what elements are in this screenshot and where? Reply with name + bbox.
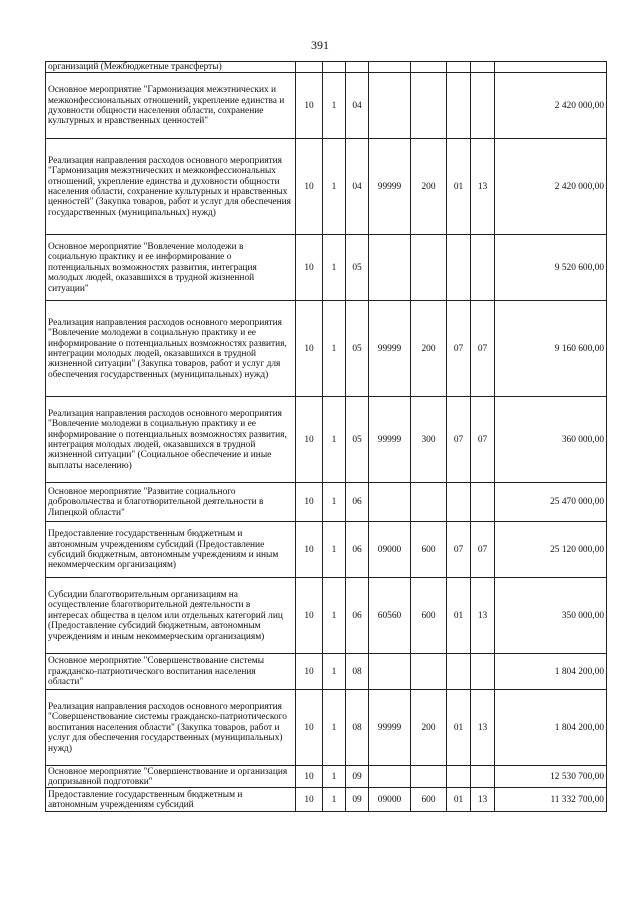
row-expense-type-code: 600 [411,522,447,578]
row-amount: 2 420 000,00 [495,139,607,235]
table-row [46,578,607,654]
row-section-code: 10 [296,578,323,654]
row-subprogram-code: 1 [323,139,346,235]
row-subsection-code: 13 [471,690,495,766]
row-event-code: 08 [346,654,369,690]
row-chapter-code: 07 [447,397,471,483]
row-subsection-code: 07 [471,301,495,397]
row-subsection-code [471,62,495,73]
row-subsection-code: 13 [471,139,495,235]
row-event-code: 05 [346,301,369,397]
row-description: Реализация направления расходов основного мероприятия "Вовлечение молодежи в социальную практику и ее информирование о потенциальных возможностях развития, интеграции молодых людей, оказавшихся в трудной жизненной ситуации" (Закупка товаров, работ и услуг для обеспечения государственных (муниципальных) нужд) [46,301,296,397]
row-expense-type-code [411,73,447,139]
row-expense-type-code: 300 [411,397,447,483]
row-description: Основное мероприятие "Вовлечение молодежи в социальную практику и ее информирование о потенциальных возможностях развития, интеграция молодых людей, оказавшихся в трудной жизненной ситуации" [46,235,296,301]
row-subprogram-code: 1 [323,522,346,578]
row-direction-code [369,235,411,301]
row-amount: 360 000,00 [495,397,607,483]
table-row [46,301,607,397]
row-subsection-code [471,654,495,690]
row-chapter-code: 01 [447,578,471,654]
row-subprogram-code: 1 [323,235,346,301]
row-event-code: 04 [346,139,369,235]
row-subsection-code [471,766,495,788]
row-section-code: 10 [296,139,323,235]
row-expense-type-code [411,483,447,522]
row-chapter-code: 01 [447,690,471,766]
row-description: Основное мероприятие "Совершенствование и организация допризывной подготовки" [46,766,296,788]
row-amount: 25 120 000,00 [495,522,607,578]
row-amount: 350 000,00 [495,578,607,654]
row-subprogram-code: 1 [323,301,346,397]
row-amount: 1 804 200,00 [495,690,607,766]
row-expense-type-code: 200 [411,690,447,766]
row-direction-code: 99999 [369,139,411,235]
row-description: Субсидии благотворительным организациям на осуществление благотворительной деятельности в интересах общества в целом или отдельных категорий лиц (Предоставление субсидий бюджетным, автономным учреждениям и иным некоммерческим организациям) [46,578,296,654]
row-direction-code: 09000 [369,788,411,812]
row-direction-code: 99999 [369,397,411,483]
row-chapter-code: 01 [447,139,471,235]
row-event-code: 06 [346,522,369,578]
row-description: организаций (Межбюджетные трансферты) [46,62,296,73]
row-subprogram-code [323,62,346,73]
row-subsection-code: 07 [471,397,495,483]
row-chapter-code [447,235,471,301]
row-amount: 25 470 000,00 [495,483,607,522]
row-section-code: 10 [296,301,323,397]
page-number: 391 [311,38,329,52]
row-subsection-code: 13 [471,788,495,812]
table-row [46,522,607,578]
table-row [46,73,607,139]
row-expense-type-code: 600 [411,578,447,654]
row-chapter-code [447,62,471,73]
row-subsection-code: 13 [471,578,495,654]
row-subsection-code [471,73,495,139]
row-chapter-code: 01 [447,788,471,812]
row-subprogram-code: 1 [323,766,346,788]
row-section-code: 10 [296,483,323,522]
row-direction-code: 60560 [369,578,411,654]
row-direction-code: 99999 [369,301,411,397]
row-section-code: 10 [296,397,323,483]
row-subprogram-code: 1 [323,578,346,654]
row-subprogram-code: 1 [323,788,346,812]
budget-table-body [46,62,607,812]
row-direction-code: 99999 [369,690,411,766]
row-amount: 9 160 600,00 [495,301,607,397]
row-event-code: 06 [346,483,369,522]
row-section-code: 10 [296,73,323,139]
row-section-code [296,62,323,73]
row-section-code: 10 [296,690,323,766]
table-row [46,139,607,235]
row-amount [495,62,607,73]
row-description: Предоставление государственным бюджетным и автономным учреждениям субсидий (Предоставление субсидий бюджетным, автономным учреждениям и иным некоммерческим организациям) [46,522,296,578]
row-direction-code: 09000 [369,522,411,578]
row-event-code: 09 [346,788,369,812]
row-expense-type-code: 600 [411,788,447,812]
table-row [46,397,607,483]
row-amount: 12 530 700,00 [495,766,607,788]
table-row [46,766,607,788]
row-event-code [346,62,369,73]
row-subsection-code [471,483,495,522]
row-chapter-code [447,483,471,522]
row-chapter-code: 07 [447,301,471,397]
row-section-code: 10 [296,766,323,788]
row-direction-code [369,766,411,788]
row-chapter-code [447,73,471,139]
row-subprogram-code: 1 [323,73,346,139]
row-description: Основное мероприятие "Развитие социального добровольчества и благотворительной деятельности в Липецкой области" [46,483,296,522]
table-row [46,235,607,301]
row-event-code: 08 [346,690,369,766]
row-subsection-code [471,235,495,301]
row-direction-code [369,483,411,522]
row-amount: 9 520 600,00 [495,235,607,301]
row-section-code: 10 [296,235,323,301]
table-row [46,62,607,73]
row-event-code: 05 [346,235,369,301]
row-amount: 1 804 200,00 [495,654,607,690]
row-direction-code [369,654,411,690]
row-chapter-code [447,654,471,690]
row-description: Основное мероприятие "Гармонизация межэтнических и межконфессиональных отношений, укрепление единства и духовности общности населения области, сохранение культурных и нравственных ценностей" [46,73,296,139]
row-expense-type-code: 200 [411,301,447,397]
row-chapter-code: 07 [447,522,471,578]
row-subprogram-code: 1 [323,397,346,483]
row-section-code: 10 [296,788,323,812]
row-expense-type-code [411,235,447,301]
budget-table [45,61,607,812]
row-description: Основное мероприятие "Совершенствование системы гражданско-патриотического воспитания населения области" [46,654,296,690]
row-event-code: 04 [346,73,369,139]
row-expense-type-code: 200 [411,139,447,235]
row-expense-type-code [411,654,447,690]
row-subsection-code: 07 [471,522,495,578]
row-direction-code [369,62,411,73]
table-row [46,690,607,766]
row-event-code: 05 [346,397,369,483]
row-description: Реализация направления расходов основного мероприятия "Вовлечение молодежи в социальную практику и ее информирование о потенциальных возможностях развития, интеграция молодых людей, оказавшихся в трудной жизненной ситуации" (Социальное обеспечение и иные выплаты населению) [46,397,296,483]
table-row [46,788,607,812]
row-subprogram-code: 1 [323,483,346,522]
table-row [46,483,607,522]
row-expense-type-code [411,766,447,788]
row-description: Реализация направления расходов основного мероприятия "Гармонизация межэтнических и межконфессиональных отношений, укрепление единства и духовности общности населения области, сохранение культурных и нравственных ценностей" (Закупка товаров, работ и услуг для обеспечения государственных (муниципальных) нужд) [46,139,296,235]
row-chapter-code [447,766,471,788]
row-section-code: 10 [296,522,323,578]
table-row [46,654,607,690]
row-amount: 11 332 700,00 [495,788,607,812]
row-event-code: 09 [346,766,369,788]
row-event-code: 06 [346,578,369,654]
row-description: Реализация направления расходов основного мероприятия "Совершенствование системы гражданско-патриотического воспитания населения области" (Закупка товаров, работ и услуг для обеспечения государственных (муниципальных) нужд) [46,690,296,766]
row-direction-code [369,73,411,139]
row-description: Предоставление государственным бюджетным и автономным учреждениям субсидий [46,788,296,812]
row-amount: 2 420 000,00 [495,73,607,139]
row-subprogram-code: 1 [323,654,346,690]
row-expense-type-code [411,62,447,73]
row-subprogram-code: 1 [323,690,346,766]
row-section-code: 10 [296,654,323,690]
